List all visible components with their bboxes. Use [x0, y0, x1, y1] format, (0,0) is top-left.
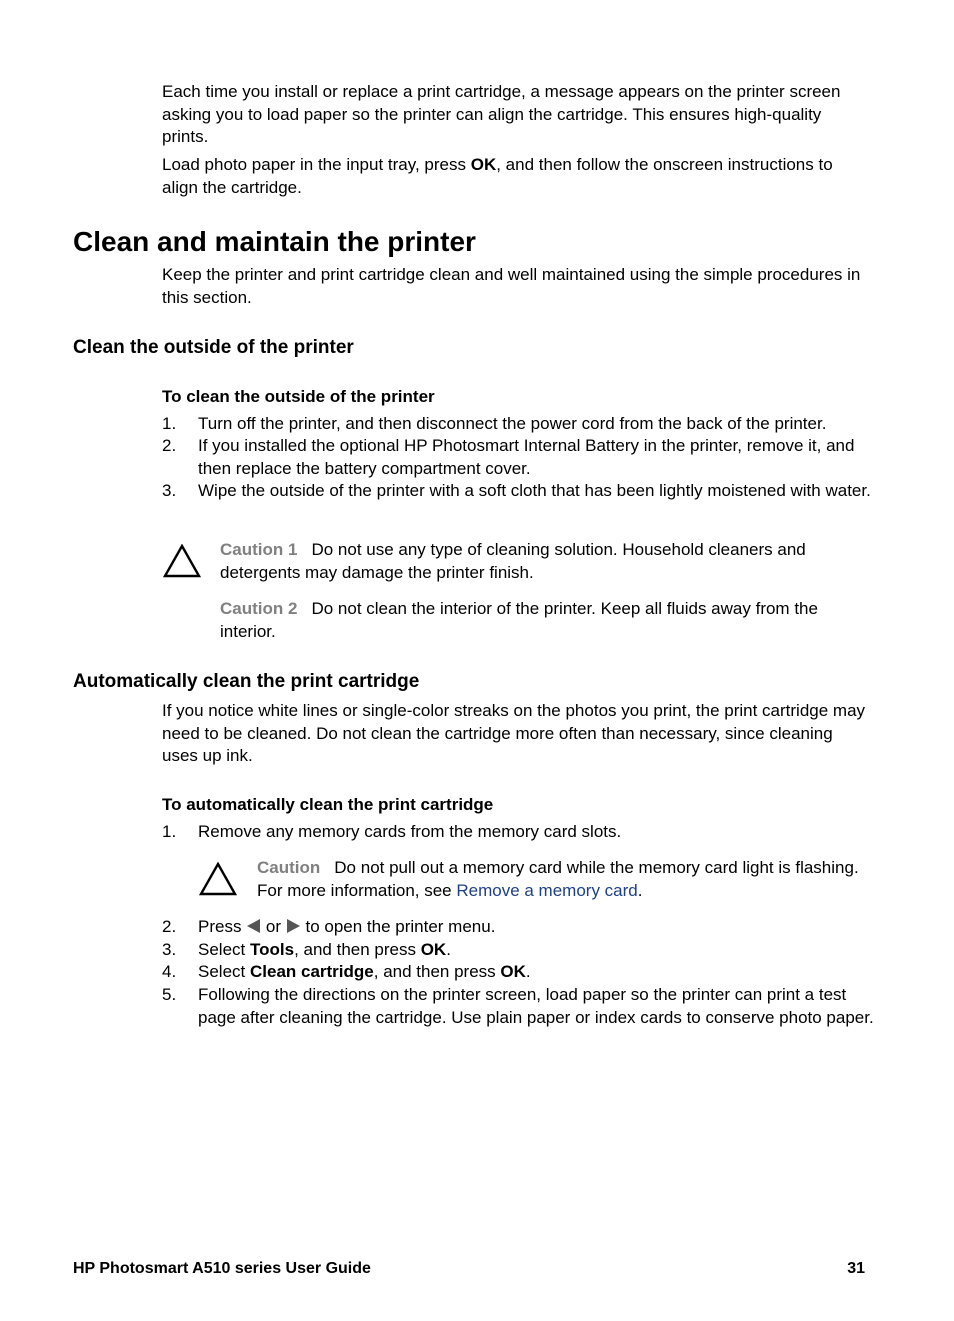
page-number: 31 [847, 1260, 865, 1277]
remove-memory-card-link[interactable]: Remove a memory card [456, 880, 638, 900]
list-item: 3. Wipe the outside of the printer with a soft cloth that has been lightly moistened with water. [162, 481, 871, 500]
list-item: 4. Select Clean cartridge, and then press OK. [162, 962, 531, 981]
list-item: 5. Following the directions on the printer screen, load paper so the printer can print a test page after cleaning the cartridge. Use plain paper or index cards to conserve photo paper. [162, 985, 874, 1027]
list-item: 1. Turn off the printer, and then disconnect the power cord from the back of the printer. [162, 414, 827, 433]
warning-triangle-icon [163, 544, 201, 578]
outside-heading: Clean the outside of the printer [73, 337, 354, 358]
section-intro: Keep the printer and print cartridge clean and well maintained using the simple procedures in this section. [162, 265, 861, 307]
auto-clean-intro: If you notice white lines or single-color streaks on the photos you print, the print cartridge may need to be cleaned. Do not clean the cartridge more often than necessary, since cleaning uses up ink. [162, 701, 866, 765]
list-item: 2. Press or to open the printer menu. [162, 917, 496, 936]
caution-note-memory-card: Caution Do not pull out a memory card while the memory card light is flashing. For more information, see Remove a memory card. [257, 858, 859, 900]
intro-paragraph-2: Load photo paper in the input tray, press OK, and then follow the onscreen instructions to align the cartridge. [162, 155, 833, 197]
warning-triangle-icon [199, 862, 237, 896]
section-title: Clean and maintain the printer [73, 226, 476, 257]
footer-title: HP Photosmart A510 series User Guide [73, 1260, 371, 1277]
left-arrow-icon [246, 918, 261, 934]
auto-clean-heading: Automatically clean the print cartridge [73, 671, 420, 692]
intro-paragraph-1: Each time you install or replace a print cartridge, a message appears on the printer screen asking you to load paper so the printer can align the cartridge. This ensures high-quality prints. [162, 82, 841, 146]
outside-procedure-title: To clean the outside of the printer [162, 387, 435, 406]
list-item: 3. Select Tools, and then press OK. [162, 940, 451, 959]
list-item: 2. If you installed the optional HP Photosmart Internal Battery in the printer, remove it, and then replace the battery compartment cover. [162, 436, 855, 478]
caution-note-2: Caution 2 Do not clean the interior of the printer. Keep all fluids away from the interior. [220, 599, 818, 641]
caution-note-1: Caution 1 Do not use any type of cleaning solution. Household cleaners and detergents may damage the printer finish. [220, 540, 806, 582]
right-arrow-icon [286, 918, 301, 934]
auto-clean-procedure-title: To automatically clean the print cartridge [162, 795, 494, 814]
list-item: 1. Remove any memory cards from the memory card slots. [162, 822, 622, 841]
